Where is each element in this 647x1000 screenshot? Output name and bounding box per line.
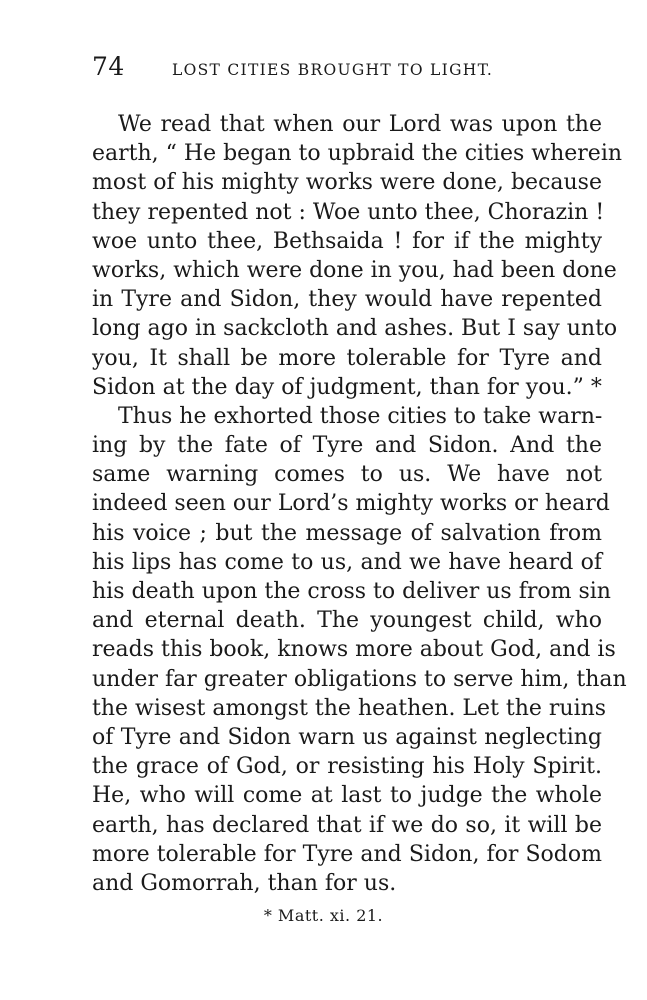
text-line: and eternal death. The youngest child, who bbox=[92, 608, 602, 634]
text-line: more tolerable for Tyre and Sidon, for Sodom bbox=[92, 841, 602, 867]
footnote-text: * Matt. xi. 21. bbox=[263, 906, 384, 925]
text-line: under far greater obligations to serve him, than bbox=[92, 666, 627, 692]
text-line: same warning comes to us. We have not bbox=[92, 462, 602, 488]
text-line: Sidon at the day of judgment, than for you.” * bbox=[92, 374, 602, 400]
text-line: you, It shall be more tolerable for Tyre and bbox=[92, 345, 602, 371]
text-line: and Gomorrah, than for us. bbox=[92, 870, 397, 896]
text-line: works, which were done in you, had been done bbox=[92, 257, 617, 283]
page-header bbox=[92, 52, 532, 82]
text-line: most of his mighty works were done, because bbox=[92, 170, 602, 196]
text-line: ing by the fate of Tyre and Sidon. And the bbox=[92, 433, 602, 459]
text-line: long ago in sackcloth and ashes. But I say unto bbox=[92, 316, 618, 342]
text-line: they repented not : Woe unto thee, Chorazin ! bbox=[92, 199, 605, 225]
text-line: his lips has come to us, and we have heard of bbox=[92, 549, 602, 575]
text-line: of Tyre and Sidon warn us against neglecting bbox=[92, 724, 602, 750]
text-line: indeed seen our Lord’s mighty works or heard bbox=[92, 491, 610, 517]
text-line: earth, “ He began to upbraid the cities wherein bbox=[92, 141, 623, 167]
body-text bbox=[92, 110, 627, 898]
text-line: the wisest amongst the heathen. Let the ruins bbox=[92, 695, 607, 721]
text-line: earth, has declared that if we do so, it will be bbox=[92, 812, 602, 838]
text-line: the grace of God, or resisting his Holy Spirit. bbox=[92, 754, 602, 780]
page-number: 74 bbox=[92, 52, 125, 81]
text-line: He, who will come at last to judge the whole bbox=[92, 783, 602, 809]
text-line: in Tyre and Sidon, they would have repented bbox=[92, 287, 602, 313]
text-line: woe unto thee, Bethsaida ! for if the mighty bbox=[92, 228, 602, 254]
text-line: Thus he exhorted those cities to take warn- bbox=[118, 403, 603, 429]
text-line: his death upon the cross to deliver us from sin bbox=[92, 579, 611, 604]
text-line: We read that when our Lord was upon the bbox=[118, 112, 602, 137]
text-line: reads this book, knows more about God, and is bbox=[92, 637, 616, 663]
running-title: LOST CITIES BROUGHT TO LIGHT. bbox=[172, 61, 494, 79]
footnote bbox=[0, 906, 647, 925]
text-line: his voice ; but the message of salvation from bbox=[92, 520, 602, 546]
